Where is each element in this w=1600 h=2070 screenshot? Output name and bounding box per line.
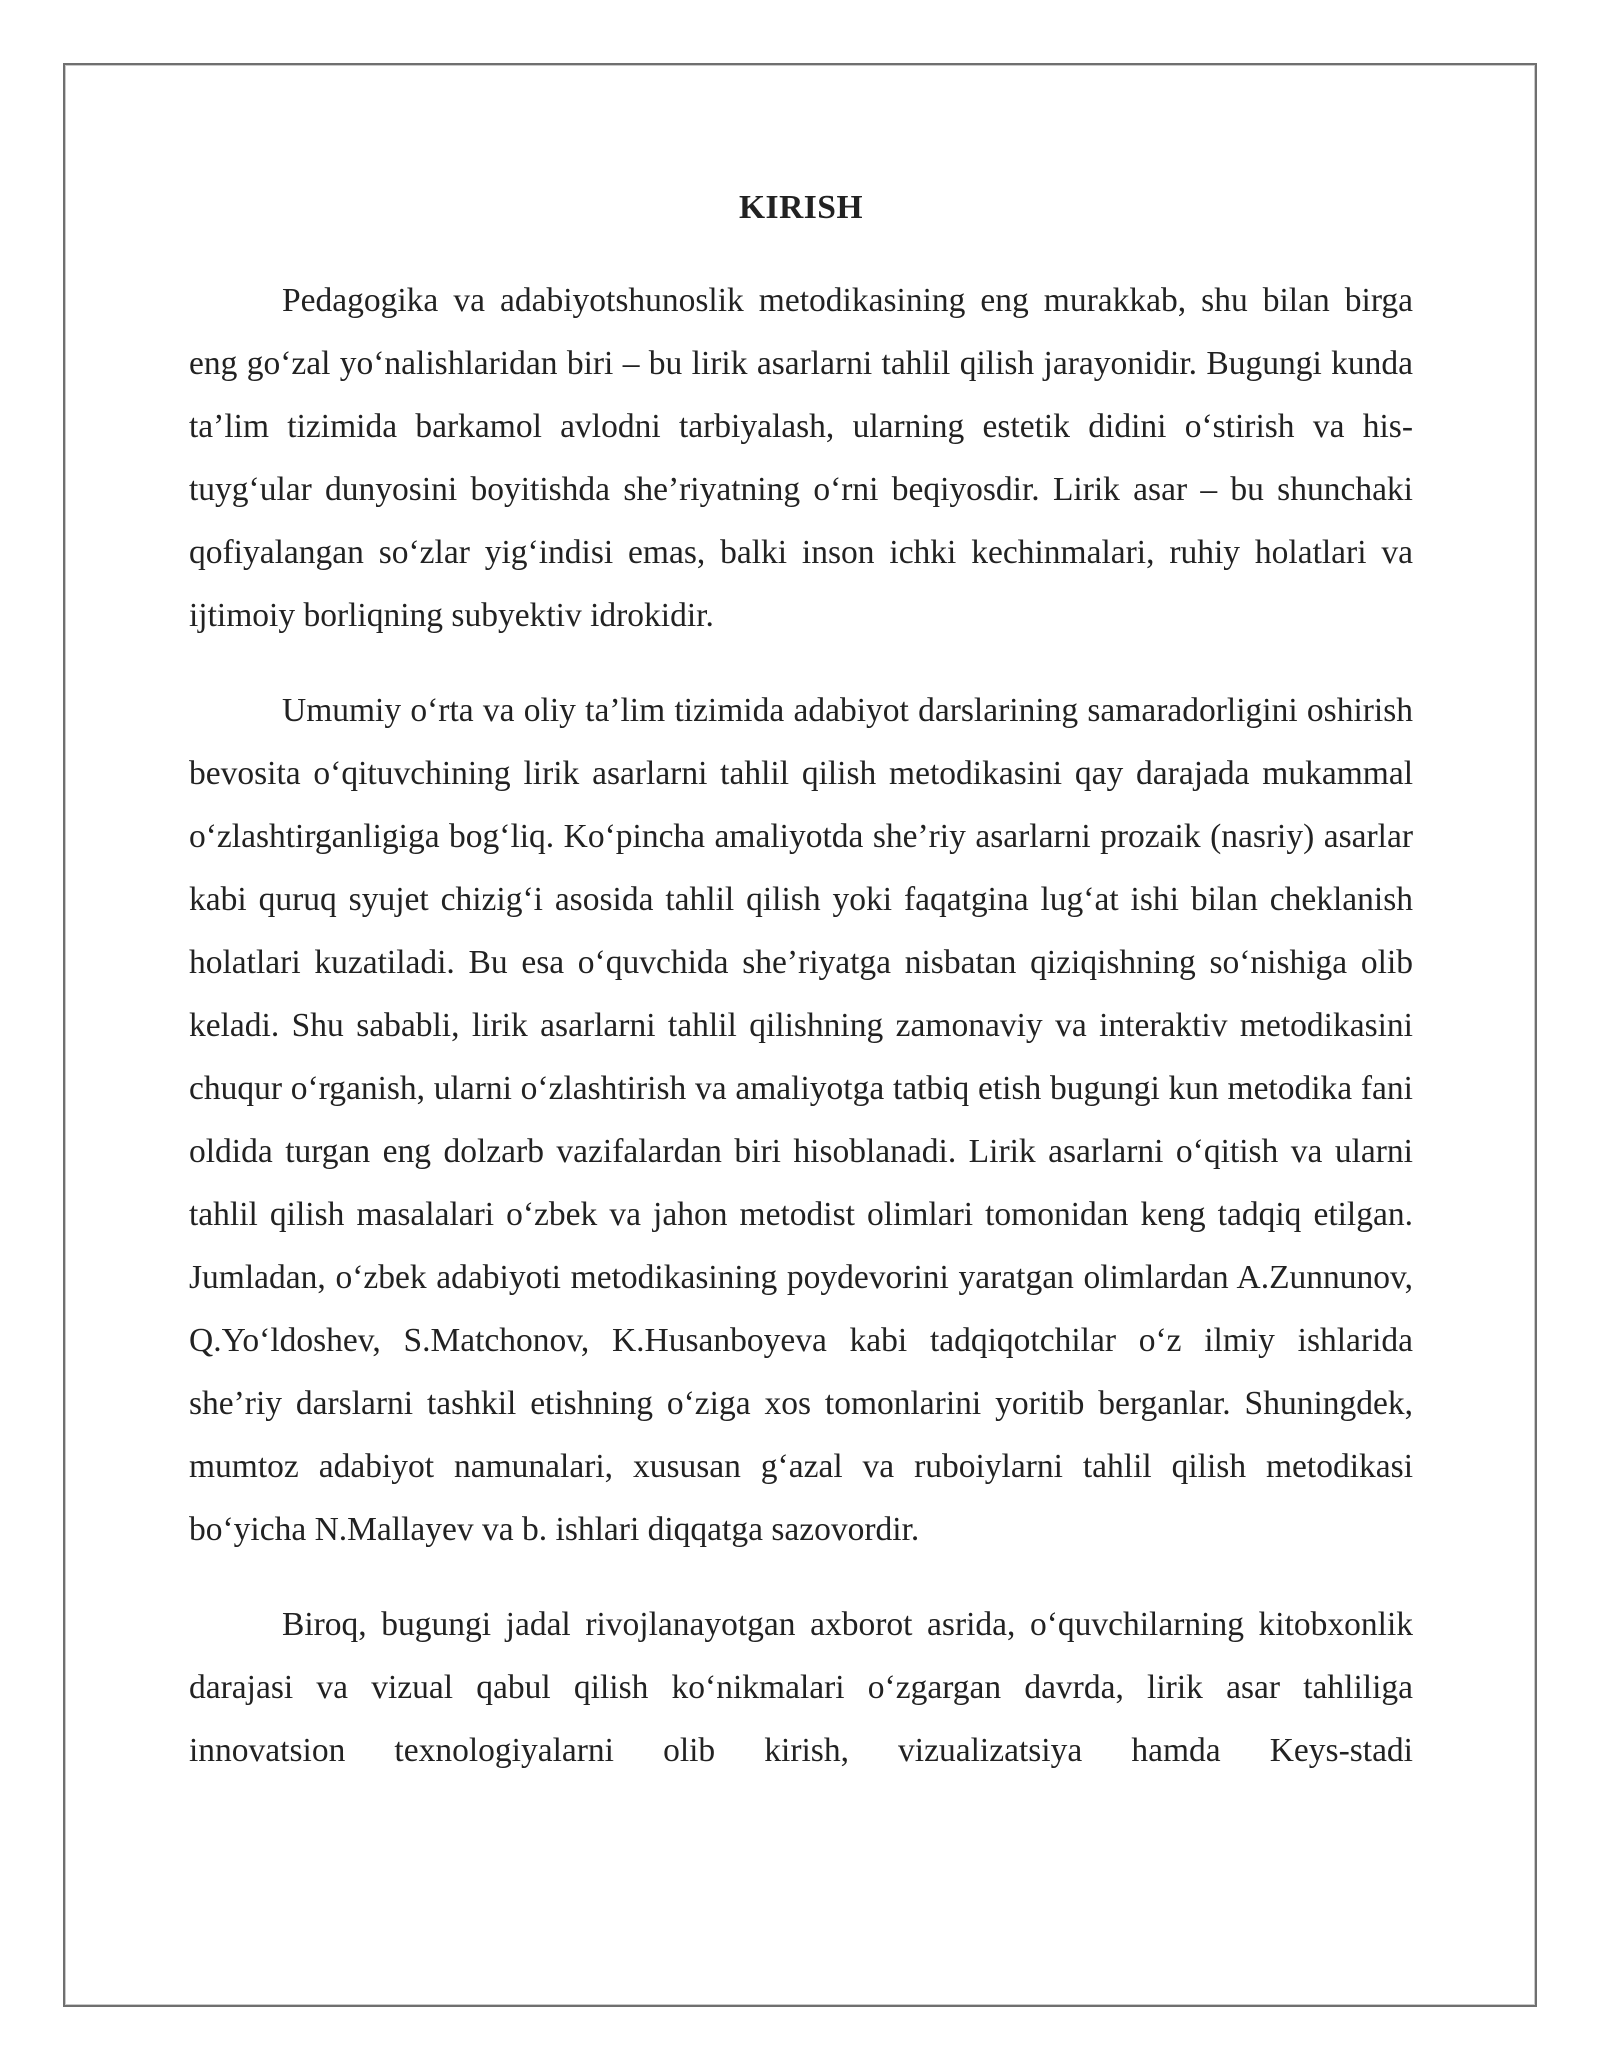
paragraph-methodology: Umumiy o‘rta va oliy ta’lim tizimida adabiyot darslarining samaradorligini oshirish bevosita o‘qituvchining lirik asarlarni tahlil qilish metodikasini qay darajada mukammal o‘zlashtirganligiga bog‘liq. Ko‘pincha amaliyotda she’riy asarlarni prozaik (nasriy) asarlar kabi quruq syujet chizig‘i asosida tahlil qilish yoki faqatgina lug‘at ishi bilan cheklanish holatlari kuzatiladi. Bu esa o‘quvchida she’riyatga nisbatan qiziqishning so‘nishiga olib keladi. Shu sababli, lirik asarlarni tahlil qilishning zamonaviy va interaktiv metodikasini chuqur o‘rganish, ularni o‘zlashtirish va amaliyotga tatbiq etish bugungi kun metodika fani oldida turgan eng dolzarb vazifalardan biri hisoblanadi. Lirik asarlarni o‘qitish va ularni tahlil qilish masalalari o‘zbek va jahon metodist olimlari tomonidan keng tadqiq etilgan. Jumladan, o‘zbek adabiyoti metodikasining poydevorini yaratgan olimlardan A.Zunnunov, Q.Yo‘ldoshev, S.Matchonov, K.Husanboyeva kabi tadqiqotchilar o‘z ilmiy ishlarida she’riy darslarni tashkil etishning o‘ziga xos tomonlarini yoritib berganlar. Shuningdek, mumtoz adabiyot namunalari, xususan g‘azal va ruboiylarni tahlil qilish metodikasi bo‘yicha N.Mallayev va b. ishlari diqqatga sazovordir. [189, 692, 1413, 1548]
paragraph-innovation: Biroq, bugungi jadal rivojlanayotgan axborot asrida, o‘quvchilarning kitobxonlik darajasi va vizual qabul qilish ko‘nikmalari o‘zgargan davrda, lirik asar tahliliga innovatsion texnologiyalarni olib kirish, vizualizatsiya hamda Keys-stadi [189, 1606, 1413, 1769]
section-title: KIRISH [738, 189, 863, 226]
document-body [189, 188, 1413, 1782]
paragraph-intro: Pedagogika va adabiyotshunoslik metodikasining eng murakkab, shu bilan birga eng go‘zal yo‘nalishlaridan biri – bu lirik asarlarni tahlil qilish jarayonidir. Bugungi kunda ta’lim tizimida barkamol avlodni tarbiyalash, ularning estetik didini o‘stirish va his-tuyg‘ular dunyosini boyitishda she’riyatning o‘rni beqiyosdir. Lirik asar – bu shunchaki qofiyalangan so‘zlar yig‘indisi emas, balki inson ichki kechinmalari, ruhiy holatlari va ijtimoiy borliqning subyektiv idrokidir. [189, 282, 1413, 634]
